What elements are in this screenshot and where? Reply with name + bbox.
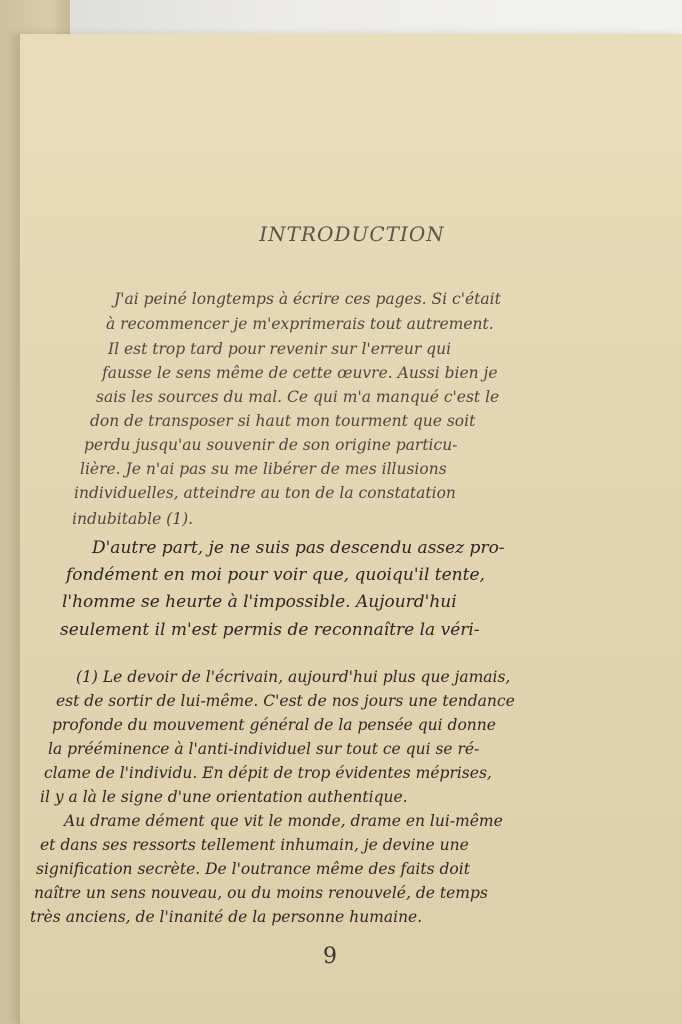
body-line: l'homme se heurte à l'impossible. Aujourd'hui (62, 592, 457, 612)
footnote-line: clame de l'individu. En dépit de trop évidentes méprises, (44, 764, 492, 782)
body-line: D'autre part, je ne suis pas descendu assez pro- (92, 538, 505, 558)
chapter-title: INTRODUCTION (259, 222, 445, 246)
footnote-line: naître un sens nouveau, ou du moins renouvelé, de temps (34, 884, 488, 902)
body-line: fausse le sens même de cette œuvre. Aussi bien je (102, 364, 498, 382)
footnote-line: il y a là le signe d'une orientation authentique. (40, 788, 408, 806)
footnote-line: et dans ses ressorts tellement inhumain, je devine une (40, 836, 469, 854)
book-page (18, 34, 682, 1024)
body-line: perdu jusqu'au souvenir de son origine particu- (84, 436, 458, 454)
page-number: 9 (323, 944, 337, 969)
body-line: individuelles, atteindre au ton de la constatation (74, 484, 456, 502)
body-line: seulement il m'est permis de reconnaître la véri- (60, 620, 480, 640)
footnote-line: très anciens, de l'inanité de la personne humaine. (30, 908, 423, 926)
footnote-line: la prééminence à l'anti-individuel sur tout ce qui se ré- (48, 740, 480, 758)
footnote-line: est de sortir de lui-même. C'est de nos jours une tendance (56, 692, 515, 710)
footnote-line: signification secrète. De l'outrance même des faits doit (36, 860, 470, 878)
body-line: indubitable (1). (72, 510, 194, 528)
footnote-line: profonde du mouvement général de la pensée qui donne (52, 716, 496, 734)
body-line: don de transposer si haut mon tourment que soit (90, 412, 476, 430)
body-line: J'ai peiné longtemps à écrire ces pages. Si c'était (114, 290, 501, 308)
footnote-line: (1) Le devoir de l'écrivain, aujourd'hui plus que jamais, (76, 668, 511, 686)
body-line: lière. Je n'ai pas su me libérer de mes illusions (80, 460, 447, 478)
body-line: fondément en moi pour voir que, quoiqu'il tente, (66, 565, 485, 585)
body-line: Il est trop tard pour revenir sur l'erreur qui (108, 340, 452, 358)
body-line: sais les sources du mal. Ce qui m'a manqué c'est le (96, 388, 500, 406)
footnote-line: Au drame dément que vit le monde, drame en lui-même (64, 812, 503, 830)
body-line: à recommencer je m'exprimerais tout autrement. (106, 315, 494, 333)
